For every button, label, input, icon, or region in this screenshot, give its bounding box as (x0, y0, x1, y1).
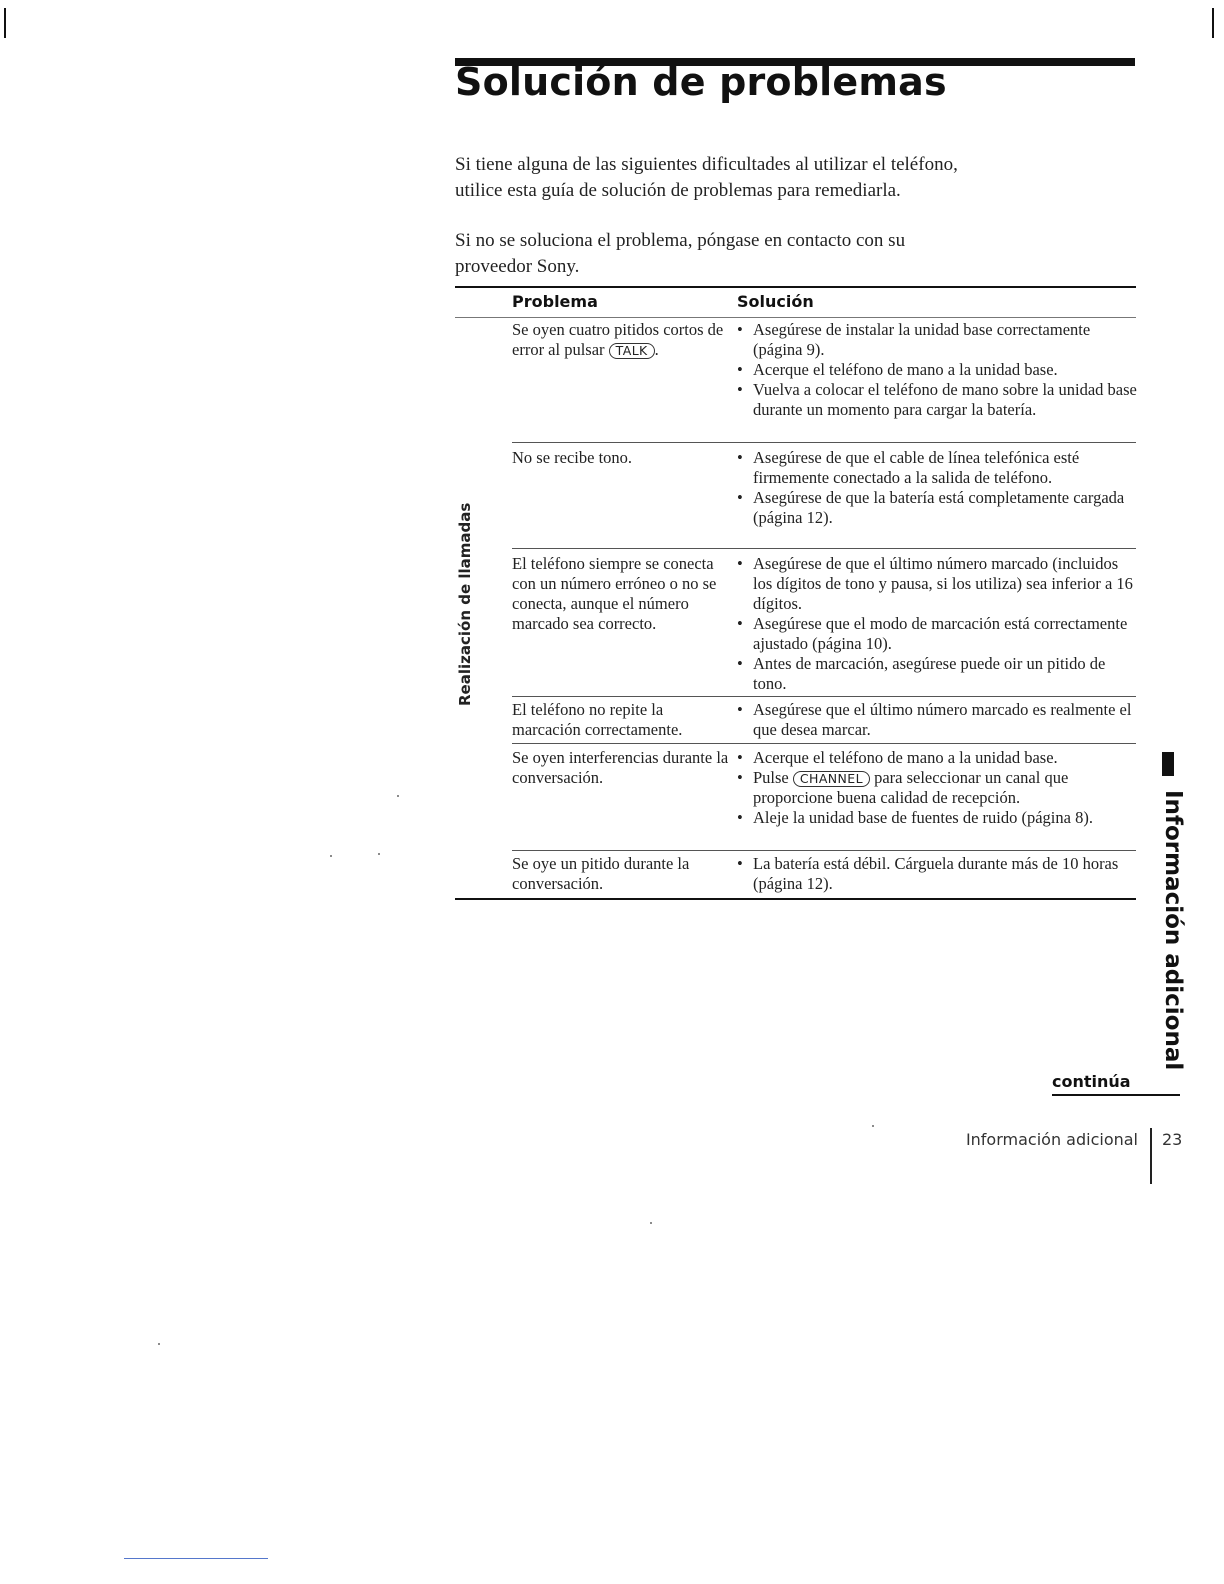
solution-item-channel (737, 768, 1137, 808)
bottom-line (124, 1558, 268, 1559)
solution-list (737, 320, 1137, 420)
problem-cell: El teléfono siempre se conecta con un número erróneo o no se conecta, aunque el número marcado sea correcto. (512, 554, 717, 633)
talk-key: TALK (609, 343, 655, 359)
row-rule (512, 442, 1136, 443)
footer-section: Información adicional (965, 1130, 1138, 1149)
solution-item: • Asegúrese de que el cable de línea telefónica esté firmemente conectado a la salida de teléfono. (737, 448, 1137, 488)
scan-speck (330, 855, 332, 857)
row-rule (512, 696, 1136, 697)
solution-list (737, 748, 1137, 828)
header-problem: Problema (512, 292, 598, 311)
crop-mark-right (1212, 8, 1214, 38)
problem-cell (512, 320, 734, 360)
problem-cell: El teléfono no repite la marcación correctamente. (512, 700, 683, 739)
solution-item: • Acerque el teléfono de mano a la unidad base. (737, 748, 1137, 768)
row-rule (512, 548, 1136, 549)
solution-item: • Acerque el teléfono de mano a la unidad base. (737, 360, 1137, 380)
solution-item: • Vuelva a colocar el teléfono de mano sobre la unidad base durante un momento para cargar la batería. (737, 380, 1137, 420)
page-title: Solución de problemas (455, 60, 947, 104)
scan-speck (158, 1343, 160, 1345)
header-solution: Solución (737, 292, 814, 311)
channel-key: CHANNEL (793, 771, 870, 787)
problem-cell: No se recibe tono. (512, 448, 633, 467)
scan-speck (650, 1222, 652, 1224)
problem-text: Se oyen cuatro pitidos cortos de error al pulsar (512, 320, 724, 359)
solution-item: • Antes de marcación, asegúrese puede oir un pitido de tono. (737, 654, 1137, 694)
solution-item: • Asegúrese de que el último número marcado (incluidos los dígitos de tono y pausa, si los utiliza) sea inferior a 16 dígitos. (737, 554, 1137, 614)
problem-cell: Se oye un pitido durante la conversación. (512, 854, 690, 893)
section-marker (1162, 752, 1174, 776)
continued-rule (1052, 1094, 1180, 1096)
solution-text: para seleccionar un canal que proporcione buena calidad de recepción. (753, 768, 1069, 807)
solution-item: • La batería está débil. Cárguela durante más de 10 horas (página 12). (737, 854, 1137, 894)
solution-list (737, 700, 1137, 740)
intro-paragraph-2: Si no se soluciona el problema, póngase en contacto con su proveedor Sony. (455, 230, 906, 277)
table-bottom-rule (455, 898, 1136, 900)
section-tab-right: Información adicional (1160, 790, 1186, 1071)
solution-list (737, 448, 1137, 528)
solution-item: • Asegúrese de que la batería está completamente cargada (página 12). (737, 488, 1137, 528)
header-rule (455, 317, 1136, 318)
table-top-rule (455, 286, 1136, 288)
row-rule (512, 743, 1136, 744)
solution-list (737, 554, 1137, 694)
intro-paragraph-1: Si tiene alguna de las siguientes dificultades al utilizar el teléfono, utilice esta guía de solución de problemas para remediarla. (455, 154, 958, 201)
solution-item: • Asegúrese que el último número marcado es realmente el que desea marcar. (737, 700, 1137, 740)
scan-speck (397, 795, 399, 797)
scan-speck (378, 853, 380, 855)
solution-item: • Aleje la unidad base de fuentes de ruido (página 8). (737, 808, 1137, 828)
problem-cell: Se oyen interferencias durante la conversación. (512, 748, 729, 787)
solution-item: • Asegúrese que el modo de marcación está correctamente ajustado (página 10). (737, 614, 1137, 654)
section-tab-left: Realización de llamadas (456, 502, 474, 706)
solution-item: • Asegúrese de instalar la unidad base correctamente (página 9). (737, 320, 1137, 360)
footer-divider (1150, 1128, 1152, 1184)
row-rule (512, 850, 1136, 851)
continued-label: continúa (1052, 1072, 1131, 1091)
solution-list (737, 854, 1137, 894)
crop-mark-left (4, 8, 6, 38)
scan-speck (872, 1125, 874, 1127)
problem-text-end: . (654, 340, 659, 359)
page-number: 23 (1162, 1130, 1183, 1149)
solution-text: Pulse (753, 768, 789, 787)
